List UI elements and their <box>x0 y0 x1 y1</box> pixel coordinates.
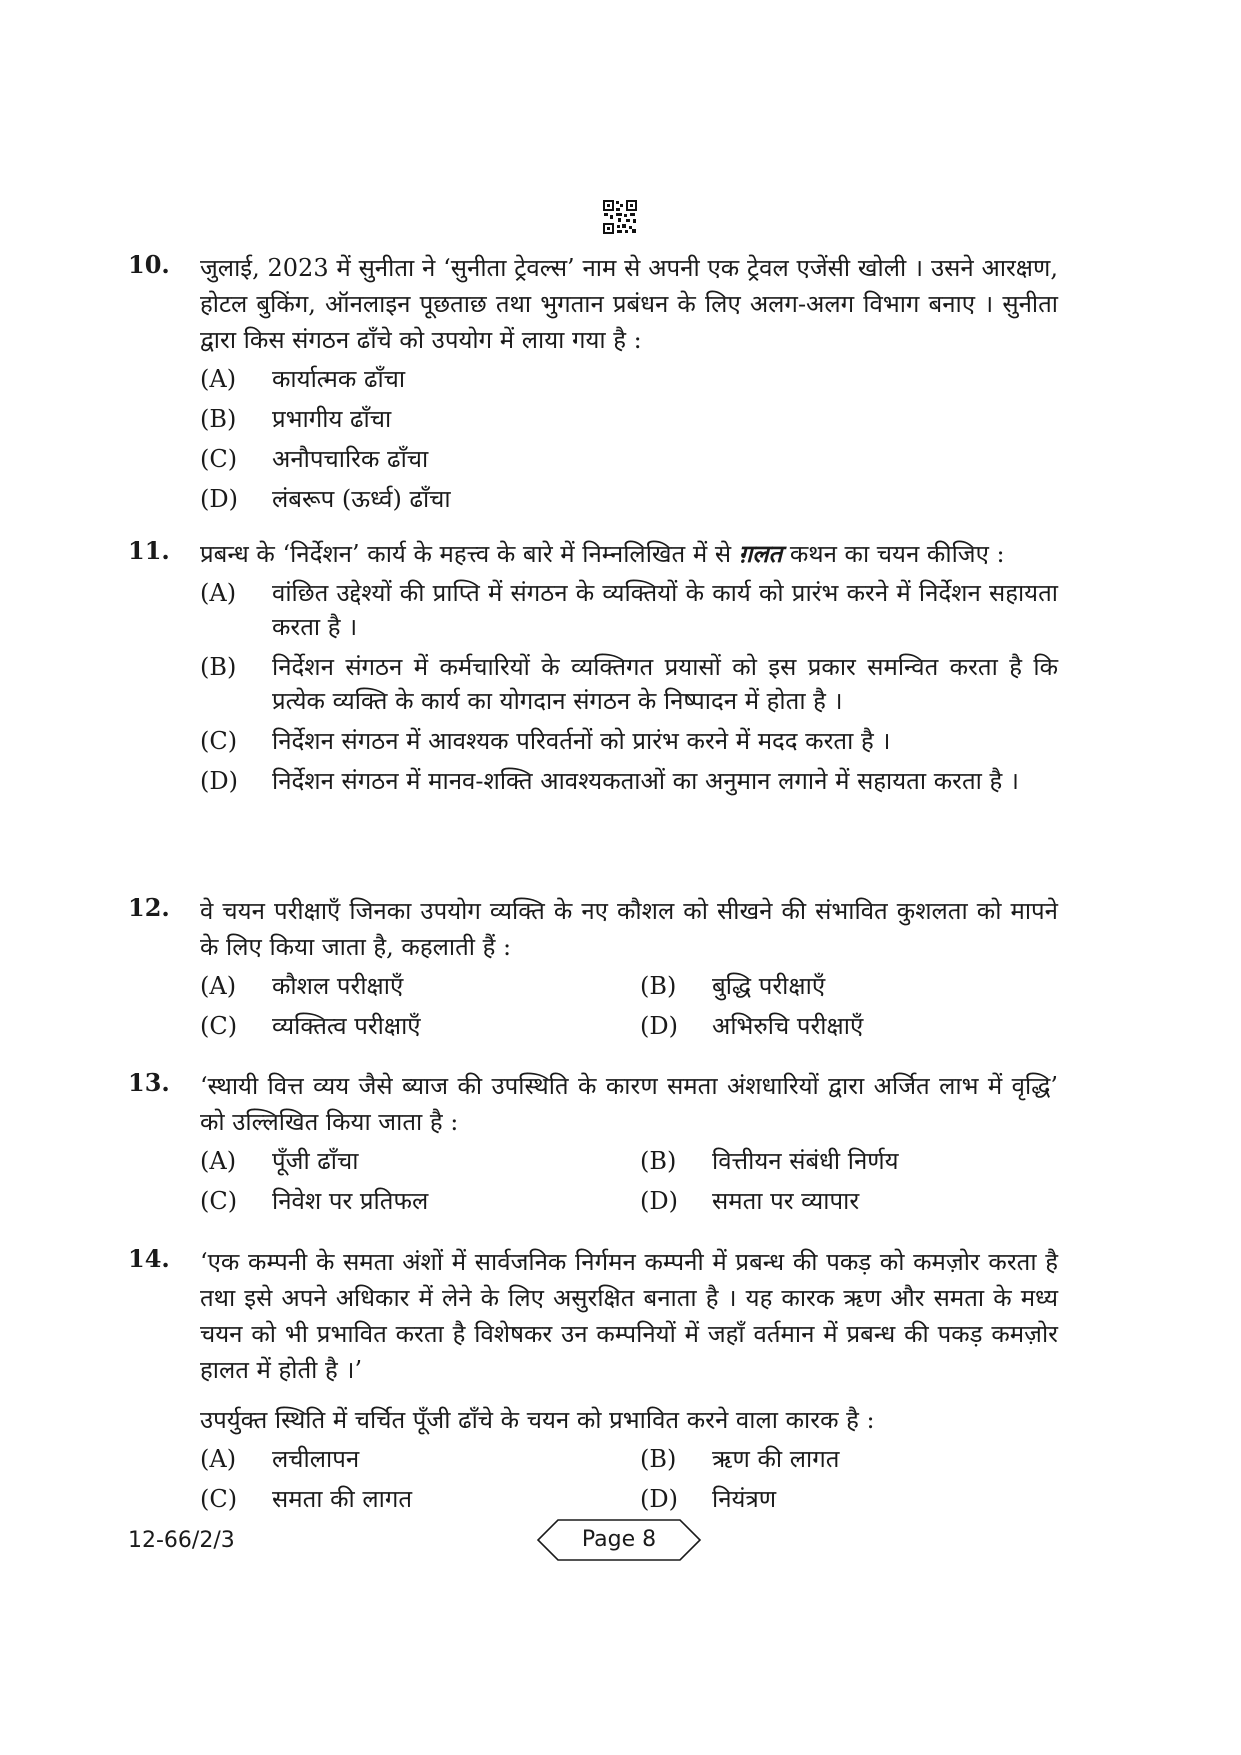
option-text: नियंत्रण <box>712 1485 777 1513</box>
option-text: समता पर व्यापार <box>712 1187 860 1215</box>
option-text: निर्देशन संगठन में मानव-शक्ति आवश्यकताओं का अनुमान लगाने में सहायता करता है । <box>272 767 1019 795</box>
option-c <box>200 724 1058 758</box>
option-label: (D) <box>200 485 238 513</box>
option-c <box>200 1184 640 1218</box>
option-text: ऋण की लागत <box>712 1445 840 1473</box>
option-list <box>200 1144 1058 1218</box>
question-13 <box>128 1068 1058 1218</box>
option-label: (B) <box>200 653 237 681</box>
question-number: 14. <box>128 1244 170 1273</box>
qr-code-icon <box>602 199 638 235</box>
option-b <box>200 650 1058 718</box>
page-number-badge <box>536 1518 702 1562</box>
option-b <box>640 1442 1060 1476</box>
question-14 <box>128 1244 1058 1516</box>
question-number: 10. <box>128 250 170 279</box>
question-text-before: प्रबन्ध के ‘निर्देशन’ कार्य के महत्त्व के बारे में निम्नलिखित में से <box>200 540 732 568</box>
option-b <box>200 402 1058 436</box>
option-label: (B) <box>640 1147 677 1175</box>
question-10 <box>128 250 1058 522</box>
question-text: ‘स्थायी वित्त व्यय जैसे ब्याज की उपस्थिति के कारण समता अंशधारियों द्वारा अर्जित लाभ में वृद्धि’ को उल्लिखित किया जाता है : <box>200 1072 1058 1136</box>
page-number: Page 8 <box>581 1527 657 1552</box>
option-text: पूँजी ढाँचा <box>272 1147 359 1175</box>
paper-code: 12-66/2/3 <box>128 1528 235 1553</box>
option-text: निर्देशन संगठन में कर्मचारियों के व्यक्तिगत प्रयासों को इस प्रकार समन्वित करता है कि प्रत्येक व्यक्ति के कार्य का योगदान संगठन के निष्पादन में होता है । <box>272 653 1058 715</box>
question-text-after: कथन का चयन कीजिए : <box>789 540 1005 568</box>
option-text: समता की लागत <box>272 1485 413 1513</box>
question-number: 12. <box>128 893 170 922</box>
option-label: (A) <box>200 365 237 393</box>
option-list <box>200 1442 1058 1516</box>
option-label: (D) <box>200 767 238 795</box>
option-label: (C) <box>200 1485 238 1513</box>
option-label: (C) <box>200 445 238 473</box>
option-text: लचीलापन <box>272 1445 360 1473</box>
option-text: अनौपचारिक ढाँचा <box>272 445 429 473</box>
option-text: कार्यात्मक ढाँचा <box>272 365 406 393</box>
option-a <box>200 969 640 1003</box>
question-11 <box>128 536 1058 804</box>
option-b <box>640 969 1060 1003</box>
option-label: (C) <box>200 1187 238 1215</box>
option-label: (B) <box>640 1445 677 1473</box>
option-c <box>200 442 1058 476</box>
option-label: (A) <box>200 1147 237 1175</box>
option-c <box>200 1482 640 1516</box>
option-d <box>200 764 1058 798</box>
option-label: (A) <box>200 972 237 1000</box>
option-text: बुद्धि परीक्षाएँ <box>712 972 826 1000</box>
question-text <box>200 536 1058 572</box>
option-c <box>200 1009 640 1043</box>
option-label: (C) <box>200 727 238 755</box>
question-subtext: उपर्युक्त स्थिति में चर्चित पूँजी ढाँचे के चयन को प्रभावित करने वाला कारक है : <box>200 1406 875 1434</box>
question-12 <box>128 893 1058 1043</box>
option-label: (D) <box>640 1485 678 1513</box>
option-label: (C) <box>200 1012 238 1040</box>
option-text: प्रभागीय ढाँचा <box>272 405 392 433</box>
option-a <box>200 1442 640 1476</box>
option-label: (D) <box>640 1012 678 1040</box>
option-text: निर्देशन संगठन में आवश्यक परिवर्तनों को प्रारंभ करने में मदद करता है । <box>272 727 891 755</box>
option-label: (D) <box>640 1187 678 1215</box>
option-list <box>200 969 1058 1043</box>
question-text: ‘एक कम्पनी के समता अंशों में सार्वजनिक निर्गमन कम्पनी में प्रबन्ध की पकड़ को कमज़ोर करता है तथा इसे अपने अधिकार में लेने के लिए असुरक्षित बनाता है । यह कारक ऋण और समता के मध्य चयन को भी प्रभावित करता है विशेषकर उन कम्पनियों में जहाँ वर्तमान में प्रबन्ध की पकड़ कमज़ोर हालत में होती है ।’ <box>200 1248 1058 1384</box>
question-number: 13. <box>128 1068 170 1097</box>
option-a <box>200 1144 640 1178</box>
emphasized-word: ग़लत <box>738 539 783 568</box>
option-list <box>200 362 1058 516</box>
option-d <box>640 1482 1060 1516</box>
option-text: अभिरुचि परीक्षाएँ <box>712 1012 864 1040</box>
option-d <box>200 482 1058 516</box>
option-text: व्यक्तित्व परीक्षाएँ <box>272 1012 421 1040</box>
option-d <box>640 1009 1060 1043</box>
option-text: निवेश पर प्रतिफल <box>272 1187 429 1215</box>
option-text: लंबरूप (ऊर्ध्व) ढाँचा <box>272 485 451 513</box>
option-text: कौशल परीक्षाएँ <box>272 972 404 1000</box>
option-b <box>640 1144 1060 1178</box>
option-label: (A) <box>200 579 237 607</box>
question-number: 11. <box>128 536 170 565</box>
option-text: वित्तीयन संबंधी निर्णय <box>712 1147 899 1175</box>
option-a <box>200 362 1058 396</box>
option-label: (A) <box>200 1445 237 1473</box>
option-text: वांछित उद्देश्यों की प्राप्ति में संगठन के व्यक्तियों के कार्य को प्रारंभ करने में निर्देशन सहायता करता है । <box>272 579 1058 641</box>
option-d <box>640 1184 1060 1218</box>
option-a <box>200 576 1058 644</box>
option-list <box>200 576 1058 798</box>
question-text: वे चयन परीक्षाएँ जिनका उपयोग व्यक्ति के नए कौशल को सीखने की संभावित कुशलता को मापने के लिए किया जाता है, कहलाती हैं : <box>200 897 1058 961</box>
question-text: जुलाई, 2023 में सुनीता ने ‘सुनीता ट्रेवल्स’ नाम से अपनी एक ट्रेवल एजेंसी खोली । उसने आरक्षण, होटल बुकिंग, ऑनलाइन पूछताछ तथा भुगतान प्रबंधन के लिए अलग-अलग विभाग बनाए । सुनीता द्वारा किस संगठन ढाँचे को उपयोग में लाया गया है : <box>200 254 1058 354</box>
option-label: (B) <box>640 972 677 1000</box>
option-label: (B) <box>200 405 237 433</box>
